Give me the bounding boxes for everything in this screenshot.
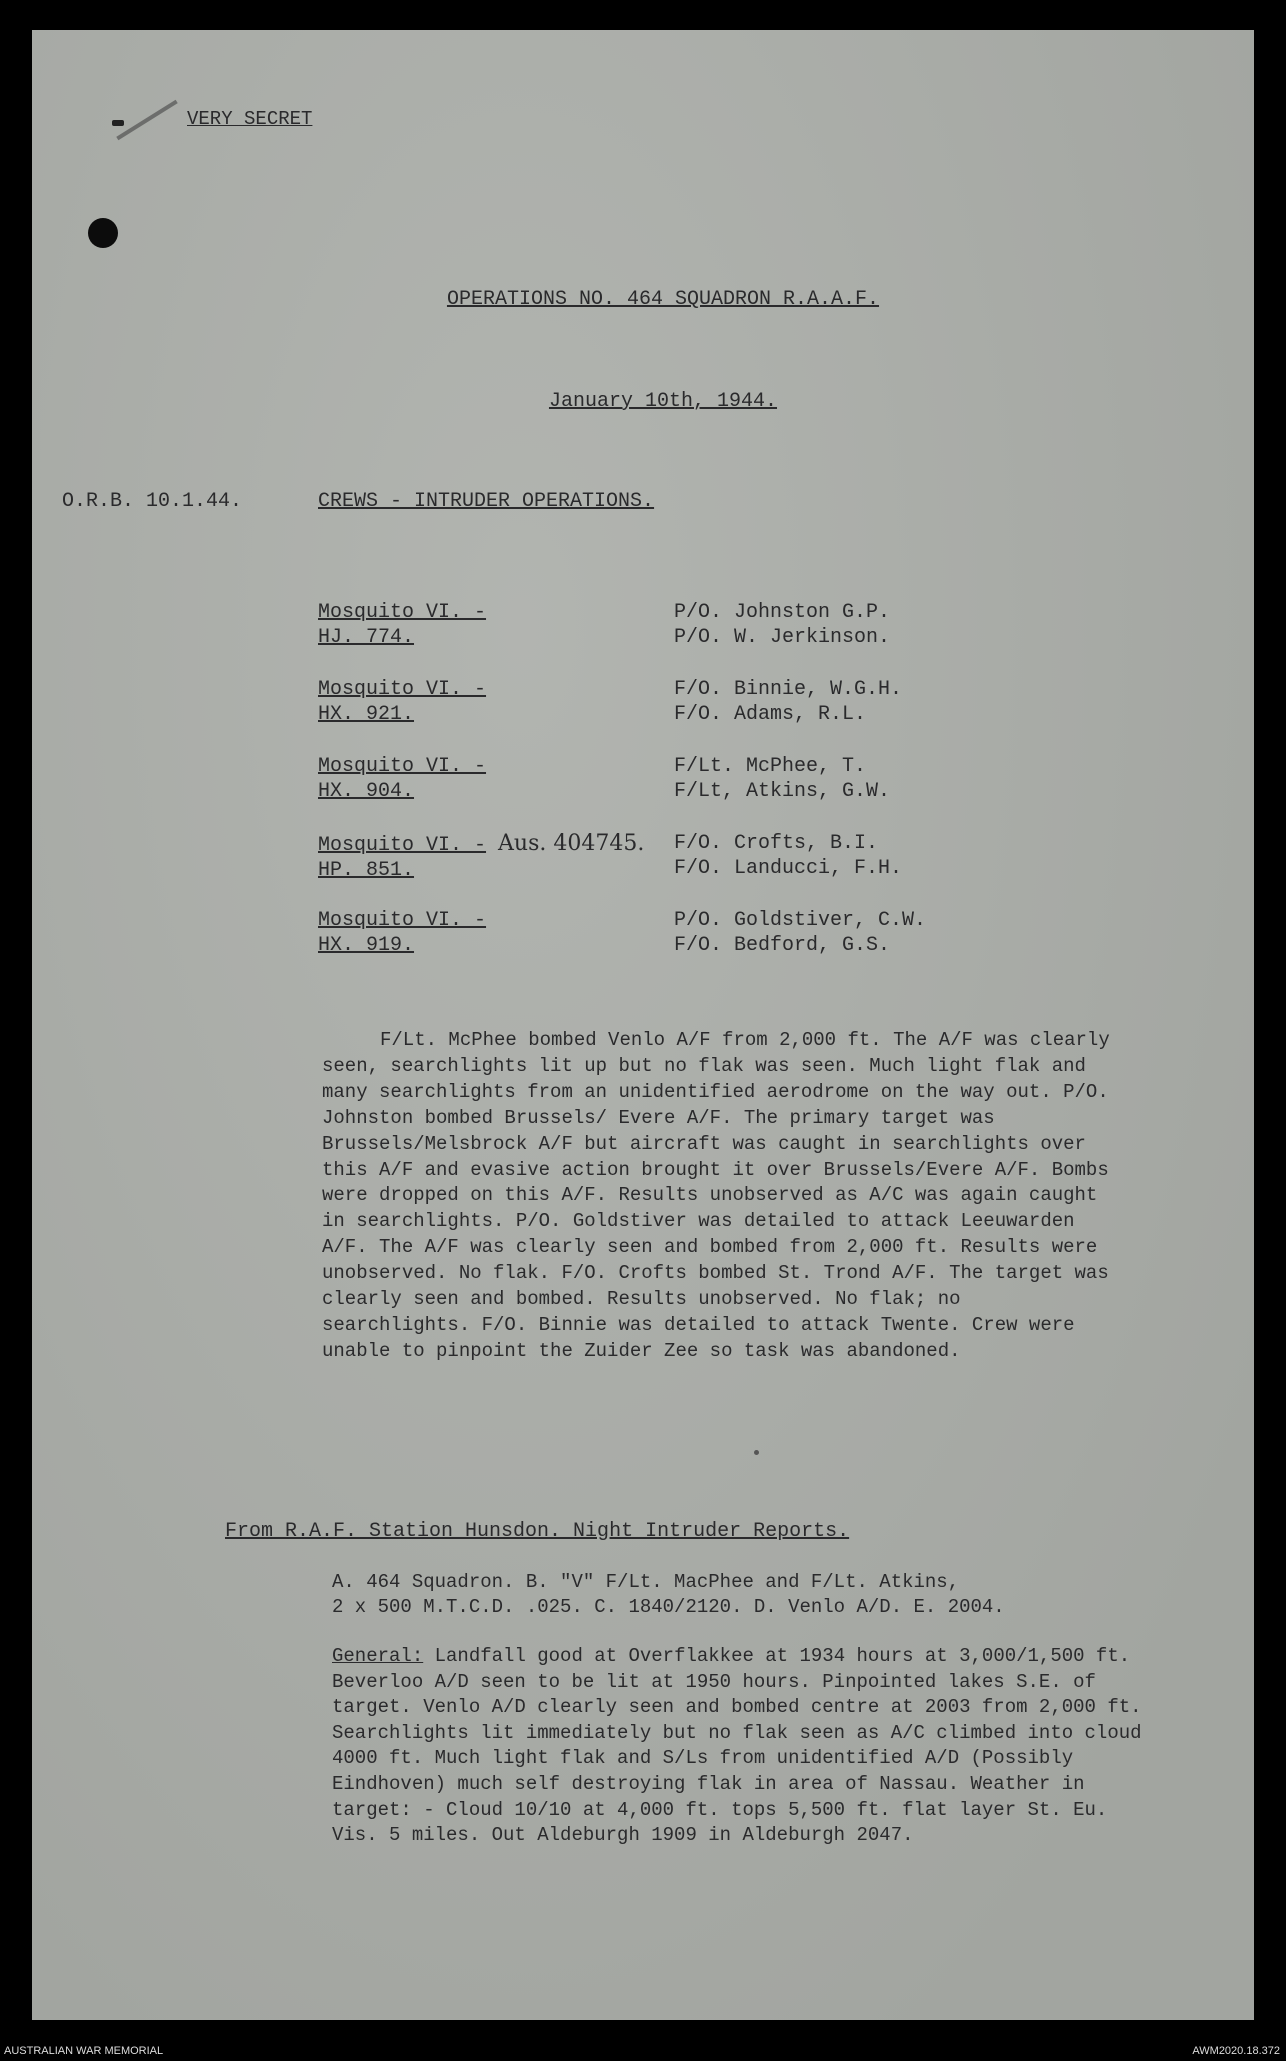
- report-line: 2 x 500 M.T.C.D. .025. C. 1840/2120. D. Venlo A/D. E. 2004.: [332, 1596, 1005, 1618]
- service-number-note: Aus. 404745.: [498, 831, 645, 856]
- document-page: [32, 30, 1254, 2020]
- crew-pilot: P/O. Johnston G.P.: [674, 601, 891, 624]
- crew-navigator: P/O. W. Jerkinson.: [674, 626, 891, 649]
- crew-navigator: F/O. Landucci, F.H.: [674, 857, 903, 880]
- crew-pilot: F/O. Binnie, W.G.H.: [674, 678, 903, 701]
- aircraft-serial: HJ. 774.: [318, 626, 415, 649]
- intruder-report: [332, 1570, 1132, 1620]
- aircraft-type: Mosquito VI. -: [318, 755, 487, 778]
- aircraft-type: Mosquito VI. -: [318, 909, 487, 932]
- aircraft-type: Mosquito VI. -: [318, 678, 487, 701]
- ink-mark: [112, 120, 124, 126]
- general-text: Landfall good at Overflakkee at 1934 hours at 3,000/1,500 ft. Beverloo A/D seen to be lit at 1950 hours. Pinpointed lakes S.E. of target. Venlo A/D clearly seen and bombed centre at 2003 from 2,000 ft. Searchlights lit immediately but no flak seen as A/C climbed into cloud 4000 ft. Much light flak and S/Ls from unidentified A/D (Possibly Eindhoven) much self destroying flak in area of Nassau. Weather in target: - Cloud 10/10 at 4,000 ft. tops 5,500 ft. flat layer St. Eu. Vis. 5 miles. Out Aldeburgh 1909 in Aldeburgh 2047.: [332, 1645, 1142, 1847]
- orb-reference: O.R.B. 10.1.44.: [62, 490, 243, 513]
- aircraft-serial: HP. 851.: [318, 859, 415, 882]
- aircraft-serial: HX. 904.: [318, 780, 415, 803]
- crew-pilot: F/Lt. McPhee, T.: [674, 755, 867, 778]
- document-date: January 10th, 1944.: [548, 390, 778, 413]
- general-report: [332, 1644, 1152, 1849]
- aircraft-type: Mosquito VI. -: [318, 601, 487, 624]
- pen-mark: [116, 100, 177, 140]
- aircraft-serial: HX. 919.: [318, 934, 415, 957]
- narrative-paragraph: F/Lt. McPhee bombed Venlo A/F from 2,000 ft. The A/F was clearly seen, searchlights lit up but no flak was seen. Much light flak and many searchlights from an unidentified aerodrome on the way out. P/O. Johnston bombed Brussels/ Evere A/F. The primary target was Brussels/Melsbrock A/F but aircraft was caught in searchlights over this A/F and evasive action brought it over Brussels/Evere A/F. Bombs were dropped on this A/F. Results unobserved as A/C was again caught in searchlights. P/O. Goldstiver was detailed to attack Leeuwarden A/F. The A/F was clearly seen and bombed from 2,000 ft. Results were unobserved. No flak. F/O. Crofts bombed St. Trond A/F. The target was clearly seen and bombed. Results unobserved. No flak; no searchlights. F/O. Binnie was detailed to attack Twente. Crew were unable to pinpoint the Zuider Zee so task was abandoned.: [322, 1029, 1110, 1362]
- crew-pilot: F/O. Crofts, B.I.: [674, 832, 879, 855]
- crew-navigator: F/Lt, Atkins, G.W.: [674, 780, 891, 803]
- general-label: General:: [332, 1645, 424, 1667]
- punch-hole: [88, 218, 118, 248]
- section-heading: CREWS - INTRUDER OPERATIONS.: [318, 490, 655, 513]
- crew-navigator: F/O. Adams, R.L.: [674, 703, 867, 726]
- aircraft-serial: HX. 921.: [318, 703, 415, 726]
- crew-navigator: F/O. Bedford, G.S.: [674, 934, 891, 957]
- report-line: A. 464 Squadron. B. "V" F/Lt. MacPhee and F/Lt. Atkins,: [332, 1571, 960, 1593]
- archive-reference: AWM2020.18.372: [1192, 2045, 1280, 2057]
- aircraft-type: Mosquito VI. - Aus. 404745.: [318, 831, 645, 857]
- ink-speck: [754, 1450, 759, 1455]
- report-source-heading: From R.A.F. Station Hunsdon. Night Intruder Reports.: [225, 1520, 850, 1543]
- archive-credit: AUSTRALIAN WAR MEMORIAL: [4, 2045, 164, 2057]
- classification-label: VERY SECRET: [187, 108, 313, 130]
- operations-narrative: [322, 1028, 1112, 1365]
- crew-pilot: P/O. Goldstiver, C.W.: [674, 909, 927, 932]
- document-title: OPERATIONS NO. 464 SQUADRON R.A.A.F.: [446, 288, 880, 311]
